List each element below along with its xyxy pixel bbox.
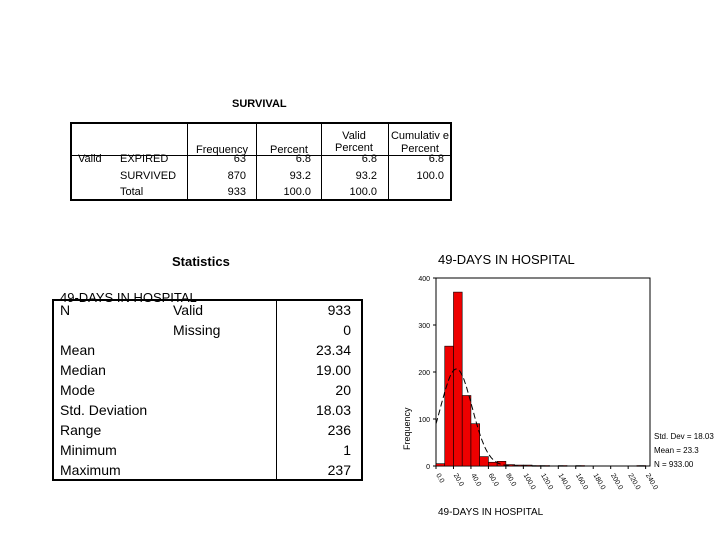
histogram-bar — [462, 396, 471, 467]
row-label: SURVIVED — [120, 170, 177, 182]
stat-value: 23.34 — [315, 342, 351, 358]
histogram-bar — [488, 462, 497, 466]
x-tick-label: 240.0 — [643, 472, 659, 492]
statistics-table — [52, 299, 363, 481]
y-tick-label: 100 — [418, 417, 430, 424]
x-tick-label: 100.0 — [521, 472, 537, 492]
stat-label: Range — [60, 422, 102, 438]
stat-label: Mean — [60, 342, 96, 358]
histogram-n-note: N = 933.00 — [654, 460, 694, 469]
x-tick-label: 60.0 — [486, 472, 500, 488]
survival-frequency-table — [70, 122, 452, 201]
y-tick-label: 200 — [418, 370, 430, 377]
row-valid-percent: 100.0 — [349, 186, 377, 198]
histogram-title: 49-DAYS IN HOSPITAL — [438, 252, 575, 267]
statistics-table-title: Statistics — [172, 254, 230, 269]
x-tick-label: 80.0 — [504, 472, 518, 488]
histogram-y-axis-label: Frequency — [402, 407, 412, 450]
histogram-bar — [471, 424, 480, 466]
x-tick-label: 40.0 — [469, 472, 483, 488]
stat-value: 0 — [343, 322, 351, 338]
row-valid-percent: 6.8 — [361, 153, 377, 165]
stat-value: 19.00 — [315, 362, 351, 378]
y-tick-label: 300 — [418, 323, 430, 330]
stat-row-median — [52, 360, 363, 380]
stat-label: Std. Deviation — [60, 402, 148, 418]
stat-row-maximum — [52, 460, 363, 480]
row-frequency: 870 — [227, 170, 246, 182]
stat-row-range — [52, 420, 363, 440]
statistics-variable-label: 49-DAYS IN HOSPITAL — [60, 290, 197, 305]
stat-sublabel: Valid — [173, 302, 204, 318]
row-frequency: 933 — [227, 186, 246, 198]
stat-row-mean — [52, 340, 363, 360]
valid-label: Valid — [78, 153, 102, 165]
stat-row-missing — [52, 320, 363, 340]
stat-label: Minimum — [60, 442, 117, 458]
row-cumulative: 100.0 — [416, 170, 444, 182]
y-tick-label: 400 — [418, 276, 430, 283]
stat-label: N — [60, 302, 71, 318]
stat-row-n-valid — [52, 300, 363, 320]
x-tick-label: 120.0 — [539, 472, 554, 492]
row-percent: 6.8 — [295, 153, 311, 165]
stat-row-mode — [52, 380, 363, 400]
stat-value: 236 — [327, 422, 351, 438]
histogram-bar — [436, 464, 445, 466]
stat-value: 18.03 — [315, 402, 351, 418]
row-label: Total — [120, 186, 144, 198]
histogram-mean-note: Mean = 23.3 — [654, 446, 699, 455]
histogram-std-dev-note: Std. Dev = 18.03 — [654, 432, 714, 441]
histogram-bar — [445, 346, 454, 466]
histogram-chart — [396, 270, 720, 522]
histogram-bar — [480, 457, 489, 466]
row-label: EXPIRED — [120, 153, 169, 165]
row-frequency: 63 — [233, 153, 246, 165]
row-percent: 93.2 — [289, 170, 311, 182]
x-tick-label: 0.0 — [434, 472, 446, 485]
stat-value: 933 — [327, 302, 351, 318]
header-percent: Percent — [270, 144, 308, 156]
header-valid-percent: Valid Percent — [335, 130, 373, 154]
stat-label: Mode — [60, 382, 96, 398]
x-tick-label: 200.0 — [608, 472, 624, 492]
x-tick-label: 220.0 — [626, 472, 642, 492]
x-tick-label: 160.0 — [574, 472, 589, 492]
y-tick-label: 0 — [426, 464, 430, 471]
x-tick-label: 20.0 — [451, 472, 465, 488]
stat-value: 237 — [327, 462, 351, 478]
survival-table-title: SURVIVAL — [232, 98, 287, 110]
header-frequency: Frequency — [196, 144, 248, 156]
stat-label: Maximum — [60, 462, 121, 478]
header-cumulative-percent: Cumulativ e Percent — [390, 130, 450, 155]
histogram-x-axis-label: 49-DAYS IN HOSPITAL — [438, 507, 544, 518]
row-cumulative: 6.8 — [428, 153, 444, 165]
stat-row-minimum — [52, 440, 363, 460]
histogram-bar — [453, 292, 462, 466]
x-tick-label: 180.0 — [591, 472, 607, 492]
row-valid-percent: 93.2 — [355, 170, 377, 182]
stat-value: 20 — [335, 382, 351, 398]
stat-label: Median — [60, 362, 106, 378]
stat-sublabel: Missing — [173, 322, 221, 338]
row-percent: 100.0 — [283, 186, 311, 198]
stat-row-std-deviation — [52, 400, 363, 420]
x-tick-label: 140.0 — [556, 472, 572, 492]
stat-value: 1 — [343, 442, 351, 458]
